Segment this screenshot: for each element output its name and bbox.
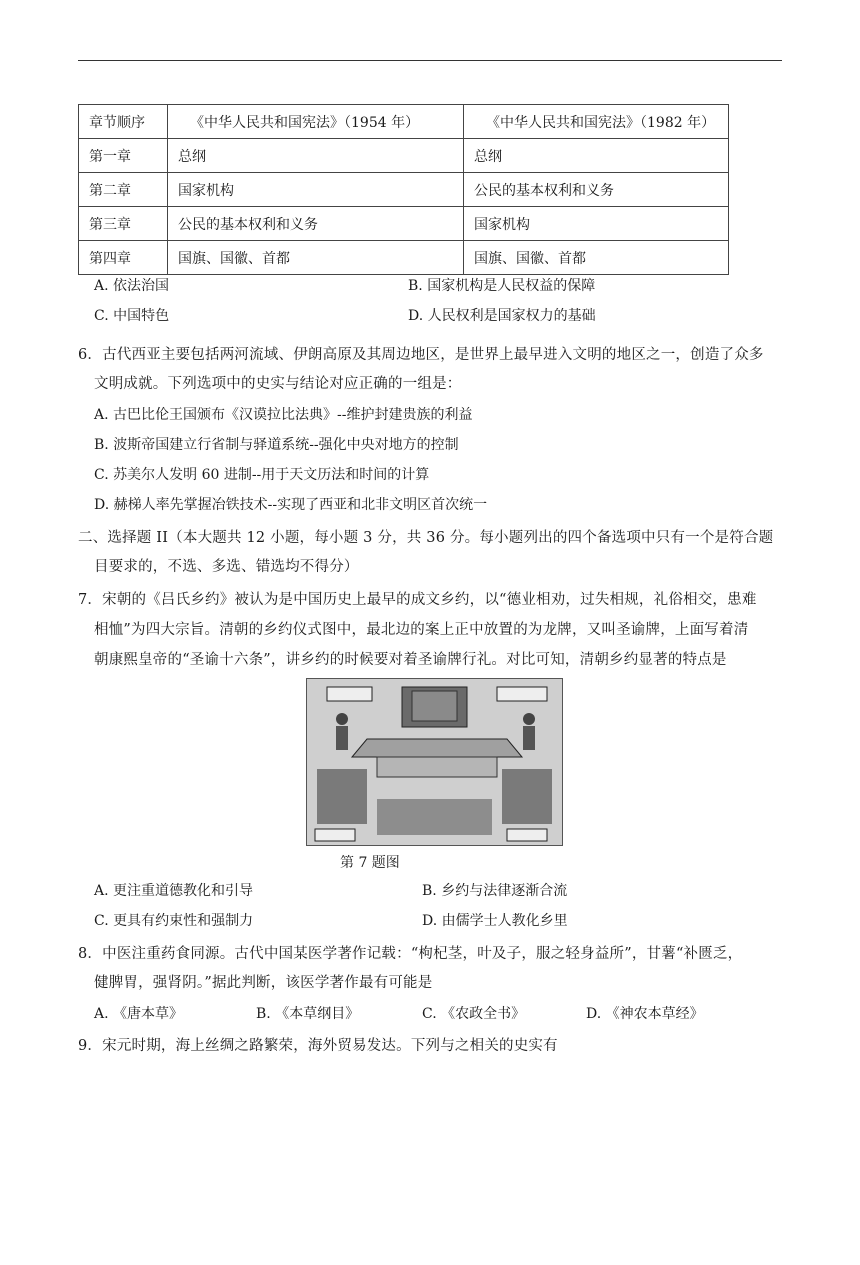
q8-option-c: C. 《农政全书》 — [422, 1006, 526, 1022]
constitution-comparison-table — [78, 104, 729, 275]
table-cell: 公民的基本权利和义务 — [168, 207, 464, 241]
q8-stem-line1: 8．中医注重药食同源。古代中国某医学著作记载：“枸杞茎，叶及子，服之轻身益所”，甘薯“补匮乏， — [78, 946, 743, 962]
q9-stem-line1: 9．宋元时期，海上丝绸之路繁荣，海外贸易发达。下列与之相关的史实有 — [78, 1038, 558, 1054]
table-header-cell: 章节顺序 — [79, 105, 168, 139]
q7-stem-line1: 7．宋朝的《吕氏乡约》被认为是中国历史上最早的成文乡约，以“德业相劝，过失相规，礼俗相交，患难 — [78, 592, 757, 608]
table-cell: 总纲 — [168, 139, 464, 173]
table-header-cell: 《中华人民共和国宪法》（1982 年） — [464, 105, 729, 139]
q6-option-b: B. 波斯帝国建立行省制与驿道系统--强化中央对地方的控制 — [94, 437, 459, 453]
q7-option-a: A. 更注重道德教化和引导 — [94, 883, 254, 899]
table-cell: 第三章 — [79, 207, 168, 241]
table-cell: 公民的基本权利和义务 — [464, 173, 729, 207]
q8-option-d: D. 《神农本草经》 — [586, 1006, 704, 1022]
q7-option-c: C. 更具有约束性和强制力 — [94, 913, 254, 929]
section2-heading-line2: 目要求的，不选、多选、错选均不得分） — [94, 559, 359, 575]
table-cell: 国旗、国徽、首都 — [168, 241, 464, 275]
table-header-cell: 《中华人民共和国宪法》（1954 年） — [168, 105, 464, 139]
section2-heading-line1: 二、选择题 II（本大题共 12 小题，每小题 3 分，共 36 分。每小题列出的四个备选项中只有一个是符合题 — [78, 530, 774, 546]
q7-ceremony-illustration — [306, 678, 563, 846]
q5-option-d: D. 人民权利是国家权力的基础 — [408, 308, 596, 324]
ceremony-drawing — [307, 679, 562, 845]
q5-option-a: A. 依法治国 — [94, 278, 170, 294]
q6-option-d: D. 赫梯人率先掌握冶铁技术--实现了西亚和北非文明区首次统一 — [94, 497, 488, 513]
table-header-row — [79, 105, 729, 139]
q6-stem-line1: 6．古代西亚主要包括两河流域、伊朗高原及其周边地区，是世界上最早进入文明的地区之一，创造了众多 — [78, 347, 764, 363]
q5-option-c: C. 中国特色 — [94, 308, 170, 324]
table-row — [79, 173, 729, 207]
table-cell: 第二章 — [79, 173, 168, 207]
table-cell: 国家机构 — [464, 207, 729, 241]
q7-stem-line3: 朝康熙皇帝的“圣谕十六条”，讲乡约的时候要对着圣谕牌行礼。对比可知，清朝乡约显著的特点是 — [94, 652, 727, 668]
q8-stem-line2: 健脾胃，强肾阴。”据此判断，该医学著作最有可能是 — [94, 975, 433, 991]
table-row — [79, 207, 729, 241]
table-row — [79, 241, 729, 275]
q6-option-a: A. 古巴比伦王国颁布《汉谟拉比法典》--维护封建贵族的利益 — [94, 407, 473, 423]
table-row — [79, 139, 729, 173]
table-cell: 第四章 — [79, 241, 168, 275]
q8-option-a: A. 《唐本草》 — [94, 1006, 184, 1022]
q7-stem-line2: 相恤”为四大宗旨。清朝的乡约仪式图中，最北边的案上正中放置的为龙牌，又叫圣谕牌，上面写着清 — [94, 622, 749, 638]
table-cell: 国家机构 — [168, 173, 464, 207]
table-cell: 国旗、国徽、首都 — [464, 241, 729, 275]
q7-figure-caption: 第 7 题图 — [340, 855, 400, 871]
q7-option-b: B. 乡约与法律逐渐合流 — [422, 883, 568, 899]
q7-option-d: D. 由儒学士人教化乡里 — [422, 913, 568, 929]
table-cell: 总纲 — [464, 139, 729, 173]
q6-stem-line2: 文明成就。下列选项中的史实与结论对应正确的一组是： — [94, 376, 462, 392]
q8-option-b: B. 《本草纲目》 — [256, 1006, 360, 1022]
header-rule — [78, 60, 782, 61]
q6-option-c: C. 苏美尔人发明 60 进制--用于天文历法和时间的计算 — [94, 467, 430, 483]
q5-option-b: B. 国家机构是人民权益的保障 — [408, 278, 596, 294]
table-cell: 第一章 — [79, 139, 168, 173]
